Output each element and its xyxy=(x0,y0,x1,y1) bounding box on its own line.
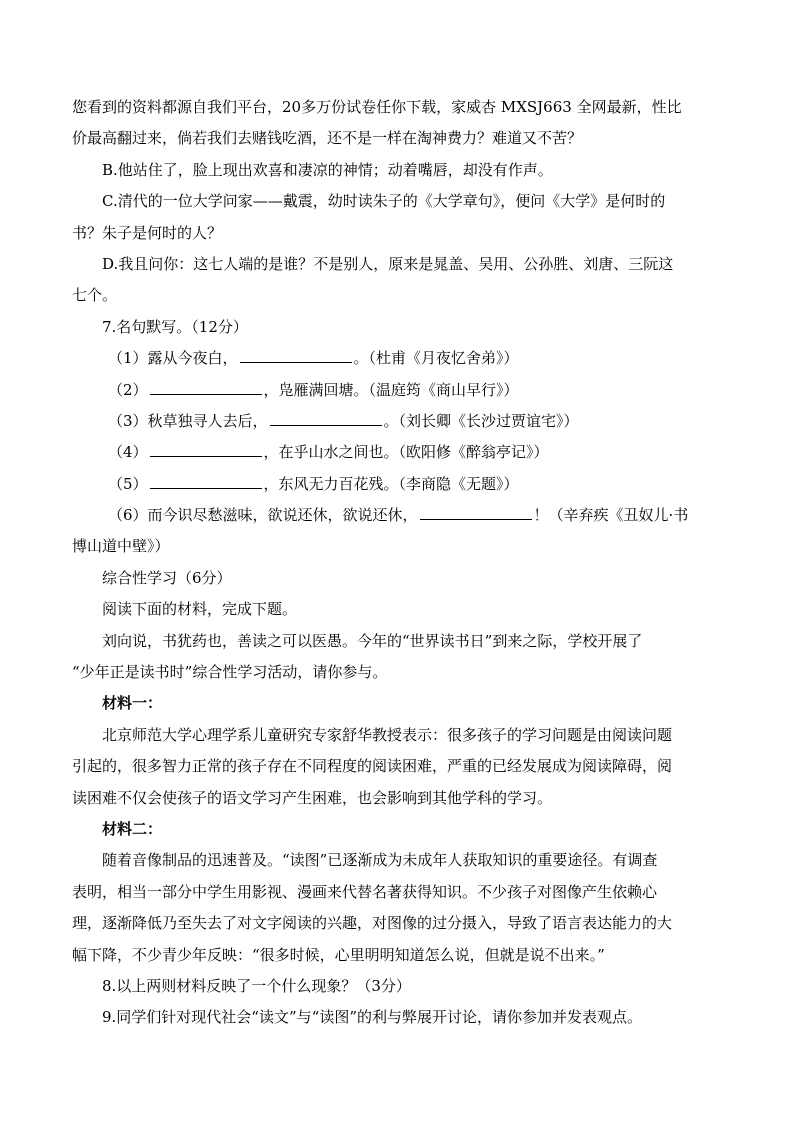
section-heading: 综合性学习（6分） xyxy=(102,568,232,587)
text-line: 理，逐渐降低乃至失去了对文字阅读的兴趣，对图像的过分摄入，导致了语言表达能力的大 xyxy=(72,914,673,933)
fill-item-3 xyxy=(72,406,722,437)
text-line: 引起的，很多智力正常的孩子存在不同程度的阅读困难，严重的已经发展成为阅读障碍，阅 xyxy=(72,757,673,776)
answer-blank[interactable] xyxy=(270,409,382,426)
instruction: 阅读下面的材料，完成下题。 xyxy=(102,600,298,619)
text-line: 博山道中壁》） xyxy=(72,537,170,556)
fill-item-text: （5） xyxy=(108,474,148,493)
text-line: “少年正是读书时”综合性学习活动，请你参与。 xyxy=(72,663,388,682)
option-c: C.清代的一位大学问家——戴震，幼时读朱子的《大学章句》，便问《大学》是何时的 xyxy=(102,192,666,211)
fill-item-text: 。（刘长卿《长沙过贾谊宅》） xyxy=(383,411,579,430)
fill-item-text: ！（辛弃疾《丑奴儿·书 xyxy=(533,506,689,525)
fill-item-text: （4） xyxy=(108,443,148,462)
question-7-title: 7.名句默写。（12分） xyxy=(102,317,248,336)
option-d: D.我且问你：这七人端的是谁？不是别人，原来是晁盖、吴用、公孙胜、刘唐、三阮这 xyxy=(102,254,674,273)
fill-item-text: （1）露从今夜白， xyxy=(108,349,238,368)
answer-blank[interactable] xyxy=(420,503,532,520)
fill-item-text: （3）秋草独寻人去后， xyxy=(108,411,268,430)
answer-blank[interactable] xyxy=(240,346,352,363)
text-line: 价最高翻过来，倘若我们去赌钱吃酒，还不是一样在淘神费力？难道又不苦？ xyxy=(72,129,583,148)
question-9: 9.同学们针对现代社会“读文”与“读图”的利与弊展开讨论，请你参加并发表观点。 xyxy=(102,1008,642,1027)
text-line: 幅下降，不少青少年反映：“很多时候，心里明明知道怎么说，但就是说不出来。” xyxy=(72,945,605,964)
fill-item-text: ，凫雁满回塘。（温庭筠《商山早行》） xyxy=(263,380,519,399)
text-line: 刘向说，书犹药也，善读之可以医愚。今年的“世界读书日”到来之际，学校开展了 xyxy=(102,631,643,650)
fill-item-6 xyxy=(72,500,722,531)
fill-item-text: 。（杜甫《月夜忆舍弟》） xyxy=(353,349,519,368)
document-body xyxy=(72,92,722,1034)
fill-item-1 xyxy=(72,343,722,374)
fill-item-2 xyxy=(72,375,722,406)
material-1-heading: 材料一： xyxy=(102,694,163,713)
text-line: 七个。 xyxy=(72,286,118,305)
text-line: 读困难不仅会使孩子的语文学习产生困难，也会影响到其他学科的学习。 xyxy=(72,788,553,807)
option-b: B.他站住了，脸上现出欢喜和凄凉的神情；动着嘴唇，却没有作声。 xyxy=(102,160,553,179)
fill-item-text: （2） xyxy=(108,380,148,399)
question-8: 8.以上两则材料反映了一个什么现象？（3分） xyxy=(102,976,411,995)
answer-blank[interactable] xyxy=(150,472,262,489)
answer-blank[interactable] xyxy=(150,378,262,395)
text-line: 随着音像制品的迅速普及。“读图”已逐渐成为未成年人获取知识的重要途径。有调查 xyxy=(102,851,658,870)
fill-item-text: ，在乎山水之间也。（欧阳修《醉翁亭记》） xyxy=(263,443,549,462)
text-line: 北京师范大学心理学系儿童研究专家舒华教授表示：很多孩子的学习问题是由阅读问题 xyxy=(102,725,673,744)
fill-item-5 xyxy=(72,469,722,500)
answer-blank[interactable] xyxy=(150,440,262,457)
text-line: 书？朱子是何时的人？ xyxy=(72,223,223,242)
text-line: 表明，相当一部分中学生用影视、漫画来代替名著获得知识。不少孩子对图像产生依赖心 xyxy=(72,882,658,901)
text-line: 您看到的资料都源自我们平台，20多万份试卷任你下载，家威杏 MXSJ663 全网最新，性比 xyxy=(72,98,682,116)
fill-item-text: ，东风无力百花残。（李商隐《无题》） xyxy=(263,474,519,493)
fill-item-4 xyxy=(72,437,722,468)
material-2-heading: 材料二： xyxy=(102,819,163,838)
fill-item-text: （6）而今识尽愁滋味，欲说还休，欲说还休， xyxy=(108,506,418,525)
